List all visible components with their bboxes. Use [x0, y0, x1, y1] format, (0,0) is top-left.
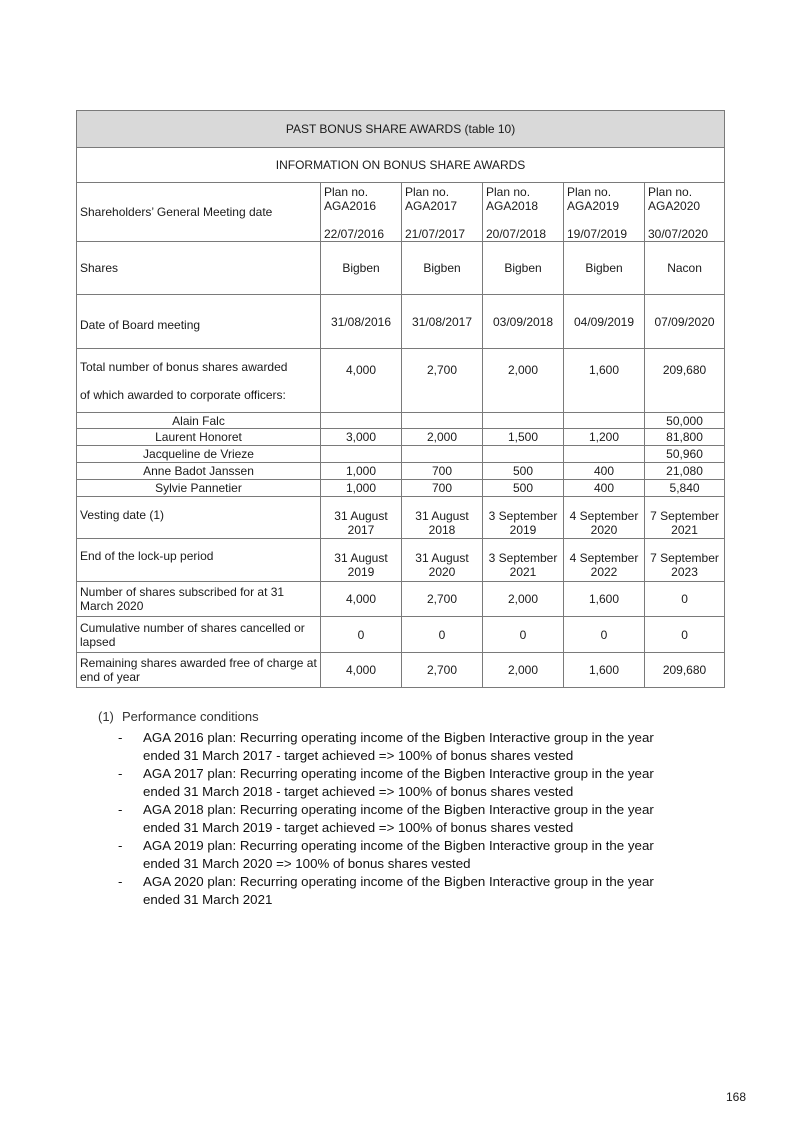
- table-cell: 03/09/2018: [483, 295, 564, 349]
- table-cell: 209,680: [645, 653, 725, 688]
- table-cell: 0: [645, 617, 725, 653]
- table-cell: 1,200: [564, 429, 645, 446]
- table-cell: 4 September 2022: [564, 539, 645, 582]
- plan-header: Plan no. AGA2020 30/07/2020: [645, 183, 725, 242]
- table-row: [77, 429, 725, 446]
- table-cell: 3 September 2019: [483, 497, 564, 539]
- officer-name: Sylvie Pannetier: [77, 480, 321, 497]
- table-row: [77, 582, 725, 617]
- table-cell: 5,840: [645, 480, 725, 497]
- table-cell: 2,000: [483, 582, 564, 617]
- table-cell: 31 August 2020: [402, 539, 483, 582]
- list-item: - AGA 2020 plan: Recurring operating income of the Bigben Interactive group in the year ended 31 March 2021: [118, 874, 654, 907]
- table-cell: 0: [564, 617, 645, 653]
- table-cell: 1,000: [321, 480, 402, 497]
- plan-header: Plan no. AGA2019 19/07/2019: [564, 183, 645, 242]
- table-cell: 2,700: [402, 349, 483, 413]
- table-cell: 2,000: [402, 429, 483, 446]
- table-cell: 04/09/2019: [564, 295, 645, 349]
- officer-name: Alain Falc: [77, 413, 321, 429]
- row-label: Number of shares subscribed for at 31 March 2020: [77, 582, 321, 617]
- table-cell: 4,000: [321, 582, 402, 617]
- table-cell: 3,000: [321, 429, 402, 446]
- table-row: [77, 349, 725, 413]
- table-cell: 7 September 2023: [645, 539, 725, 582]
- table-cell: 1,000: [321, 463, 402, 480]
- row-label: End of the lock-up period: [77, 539, 321, 582]
- table-cell: 31 August 2018: [402, 497, 483, 539]
- page-number: 168: [725, 1090, 746, 1104]
- list-item: - AGA 2017 plan: Recurring operating income of the Bigben Interactive group in the year ended 31 March 2018 - target achieved => 100% of bonus shares vested: [118, 766, 654, 799]
- table-cell: Bigben: [402, 242, 483, 295]
- table-cell: [564, 413, 645, 429]
- table-cell: 4 September 2020: [564, 497, 645, 539]
- table-cell: 1,600: [564, 349, 645, 413]
- list-item: - AGA 2018 plan: Recurring operating income of the Bigben Interactive group in the year ended 31 March 2019 - target achieved => 100% of bonus shares vested: [118, 802, 654, 835]
- table-cell: 400: [564, 480, 645, 497]
- row-label: Shares: [77, 242, 321, 295]
- table-cell: 3 September 2021: [483, 539, 564, 582]
- officer-name: Laurent Honoret: [77, 429, 321, 446]
- table-cell: 1,600: [564, 582, 645, 617]
- officer-name: Anne Badot Janssen: [77, 463, 321, 480]
- table-subtitle: INFORMATION ON BONUS SHARE AWARDS: [77, 148, 725, 183]
- table-cell: 700: [402, 480, 483, 497]
- table-cell: 0: [402, 617, 483, 653]
- table-cell: Bigben: [321, 242, 402, 295]
- bonus-share-awards-table: [76, 110, 725, 688]
- list-item: - AGA 2019 plan: Recurring operating income of the Bigben Interactive group in the year ended 31 March 2020 => 100% of bonus shares vested: [118, 838, 654, 871]
- table-cell: 400: [564, 463, 645, 480]
- table-cell: 2,000: [483, 349, 564, 413]
- table-cell: 500: [483, 480, 564, 497]
- table-cell: 50,000: [645, 413, 725, 429]
- table-cell: 700: [402, 463, 483, 480]
- table-cell: 0: [321, 617, 402, 653]
- table-title: PAST BONUS SHARE AWARDS (table 10): [77, 111, 725, 148]
- table-row: [77, 653, 725, 688]
- table-cell: [564, 446, 645, 463]
- table-cell: 500: [483, 463, 564, 480]
- row-label: Date of Board meeting: [77, 295, 321, 349]
- plan-header: Plan no. AGA2018 20/07/2018: [483, 183, 564, 242]
- table-row: [77, 413, 725, 429]
- table-row: [77, 497, 725, 539]
- table-cell: Nacon: [645, 242, 725, 295]
- table-cell: 1,500: [483, 429, 564, 446]
- table-cell: 7 September 2021: [645, 497, 725, 539]
- table-cell: 4,000: [321, 349, 402, 413]
- table-row: [77, 446, 725, 463]
- table-cell: Bigben: [564, 242, 645, 295]
- table-cell: 2,000: [483, 653, 564, 688]
- table-cell: 0: [645, 582, 725, 617]
- table-cell: 50,960: [645, 446, 725, 463]
- agm-date-label: Shareholders’ General Meeting date: [77, 183, 321, 242]
- plan-header: Plan no. AGA2016 22/07/2016: [321, 183, 402, 242]
- table-row: [77, 295, 725, 349]
- table-row: [77, 617, 725, 653]
- row-label: Remaining shares awarded free of charge at end of year: [77, 653, 321, 688]
- table-cell: 2,700: [402, 582, 483, 617]
- row-label: Cumulative number of shares cancelled or lapsed: [77, 617, 321, 653]
- table-cell: 31/08/2017: [402, 295, 483, 349]
- table-cell: [402, 413, 483, 429]
- row-label: Vesting date (1): [77, 497, 321, 539]
- table-cell: [483, 413, 564, 429]
- list-item: - AGA 2016 plan: Recurring operating income of the Bigben Interactive group in the year ended 31 March 2017 - target achieved => 100% of bonus shares vested: [118, 730, 654, 763]
- table-cell: [402, 446, 483, 463]
- table-cell: 1,600: [564, 653, 645, 688]
- row-label: Total number of bonus shares awarded of which awarded to corporate officers:: [77, 349, 321, 413]
- table-cell: 209,680: [645, 349, 725, 413]
- table-cell: 81,800: [645, 429, 725, 446]
- table-cell: [321, 446, 402, 463]
- notes-heading: (1) Performance conditions: [98, 709, 259, 724]
- table-row: [77, 463, 725, 480]
- table-cell: 2,700: [402, 653, 483, 688]
- table-row: [77, 539, 725, 582]
- plan-header: Plan no. AGA2017 21/07/2017: [402, 183, 483, 242]
- table-row: [77, 480, 725, 497]
- table-cell: Bigben: [483, 242, 564, 295]
- table-cell: 21,080: [645, 463, 725, 480]
- officer-name: Jacqueline de Vrieze: [77, 446, 321, 463]
- table-row: [77, 242, 725, 295]
- table-cell: 31/08/2016: [321, 295, 402, 349]
- notes-list: [98, 729, 738, 909]
- table-cell: [483, 446, 564, 463]
- table-cell: [321, 413, 402, 429]
- table-cell: 4,000: [321, 653, 402, 688]
- table-cell: 31 August 2017: [321, 497, 402, 539]
- table-cell: 07/09/2020: [645, 295, 725, 349]
- table-cell: 0: [483, 617, 564, 653]
- table-cell: 31 August 2019: [321, 539, 402, 582]
- performance-conditions-notes: [98, 709, 738, 909]
